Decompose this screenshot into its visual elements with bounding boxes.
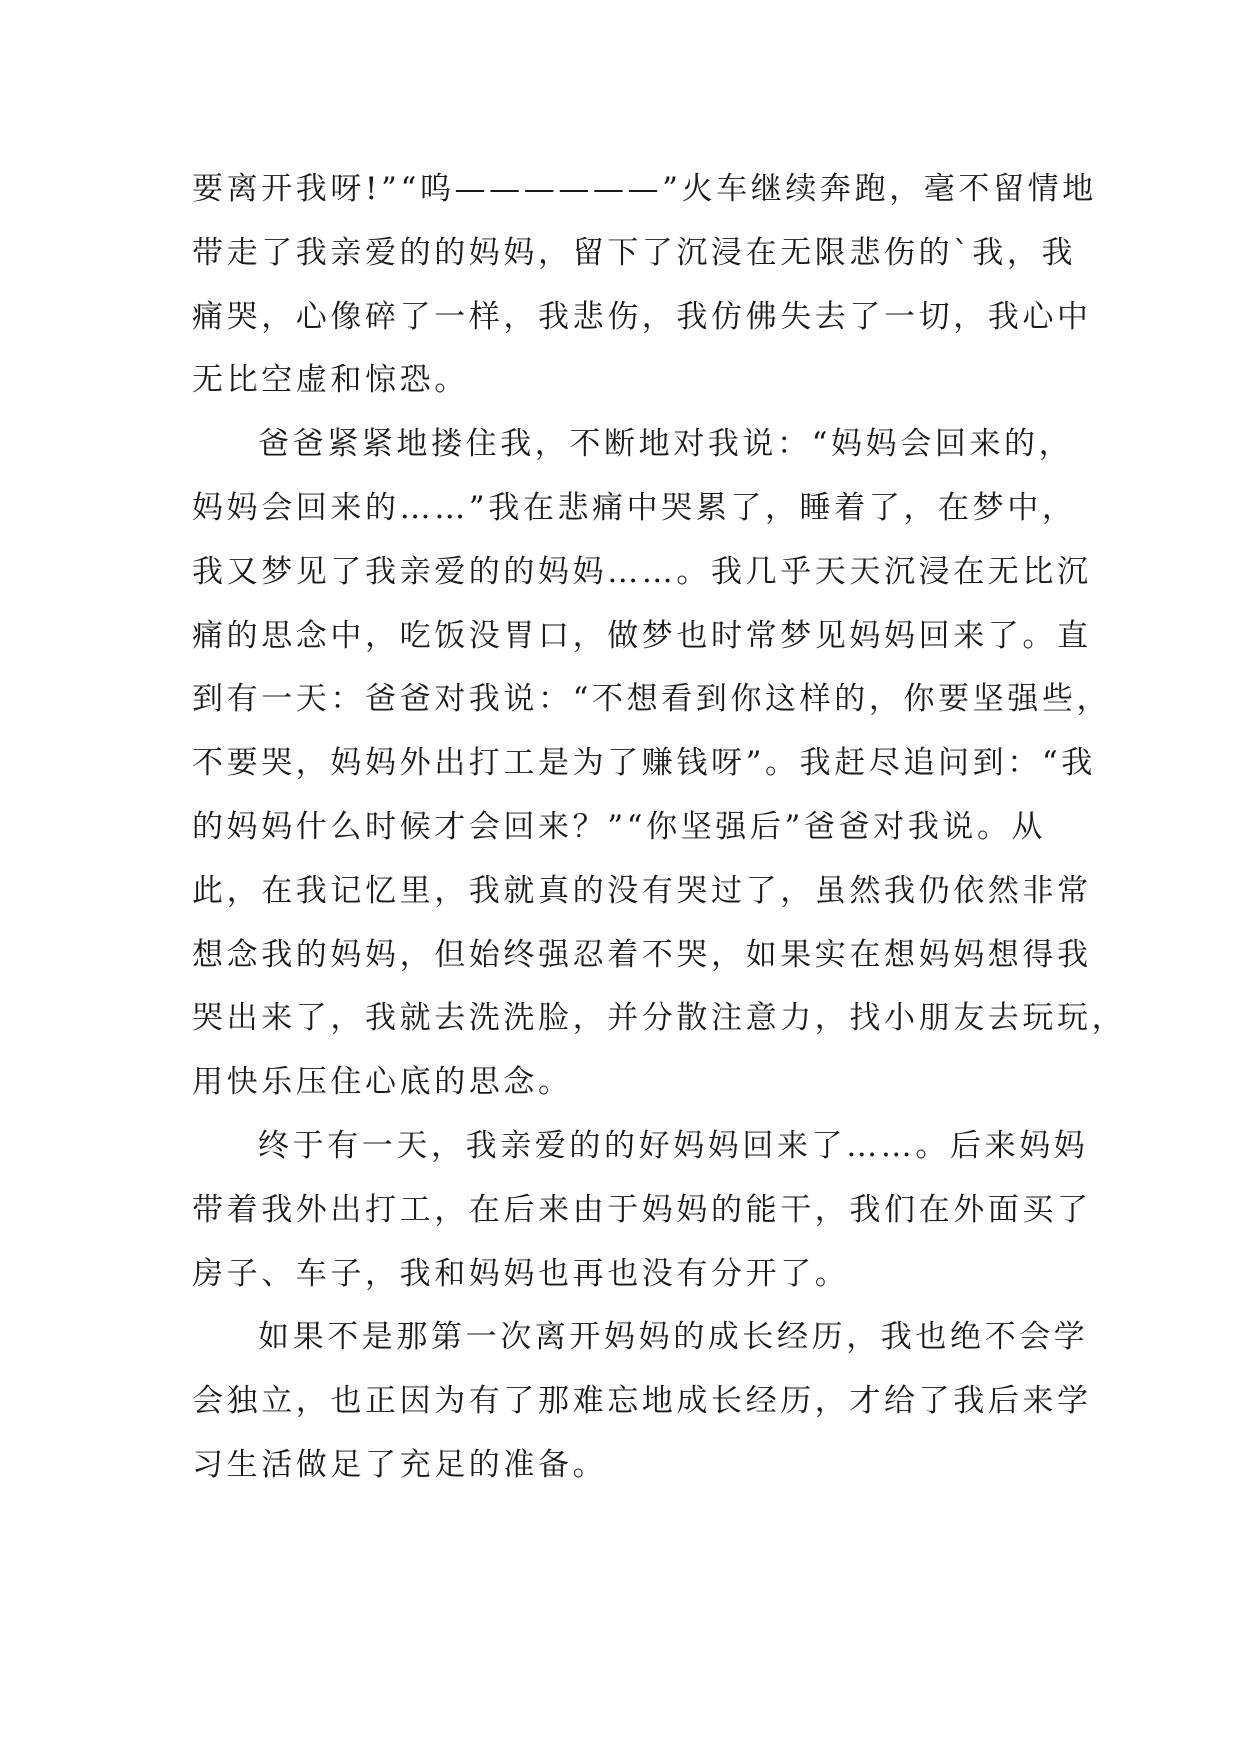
text-line: 用快乐压住心底的思念。 [192, 1064, 573, 1101]
paragraph-first-line: 如果不是那第一次离开妈妈的成长经历，我也绝不会学 [258, 1319, 1089, 1356]
text-line: 的妈妈什么时候才会回来？”“你坚强后”爸爸对我说。从 [192, 808, 1047, 845]
text-line: 房子、车子，我和妈妈也再也没有分开了。 [192, 1255, 850, 1292]
text-line: 想念我的妈妈，但始终强忍着不哭，如果实在想妈妈想得我 [192, 936, 1092, 973]
text-line: 到有一天：爸爸对我说：“不想看到你这样的，你要坚强些， [192, 681, 1112, 718]
text-line: 无比空虚和惊恐。 [192, 362, 469, 399]
text-line: 带走了我亲爱的的妈妈，留下了沉浸在无限悲伤的`我，我 [192, 234, 1077, 271]
body-text [192, 158, 1127, 1498]
text-line: 我又梦见了我亲爱的的妈妈……。我几乎天天沉浸在无比沉 [192, 553, 1092, 590]
text-line: 痛哭，心像碎了一样，我悲伤，我仿佛失去了一切，我心中 [192, 298, 1092, 335]
text-line: 妈妈会回来的……”我在悲痛中哭累了，睡着了，在梦中， [192, 489, 1077, 526]
text-line: 要离开我呀!”“呜——————”火车继续奔跑，毫不留情地 [192, 171, 1097, 207]
paragraph-first-line: 终于有一天，我亲爱的的好妈妈回来了……。后来妈妈 [258, 1127, 1089, 1164]
paragraph-first-line: 爸爸紧紧地搂住我，不断地对我说：“妈妈会回来的， [258, 426, 1074, 463]
text-line: 痛的思念中，吃饭没胃口，做梦也时常梦见妈妈回来了。直 [192, 617, 1092, 654]
text-line: 不要哭，妈妈外出打工是为了赚钱呀”。我赶尽追问到：“我 [192, 745, 1096, 782]
text-line: 此，在我记忆里，我就真的没有哭过了，虽然我仍依然非常 [192, 872, 1092, 909]
text-line: 习生活做足了充足的准备。 [192, 1446, 608, 1483]
text-line: 哭出来了，我就去洗洗脸，并分散注意力，找小朋友去玩玩， [192, 1000, 1127, 1037]
text-line: 会独立，也正因为有了那难忘地成长经历，才给了我后来学 [192, 1383, 1092, 1420]
text-line: 带着我外出打工，在后来由于妈妈的能干，我们在外面买了 [192, 1191, 1092, 1228]
